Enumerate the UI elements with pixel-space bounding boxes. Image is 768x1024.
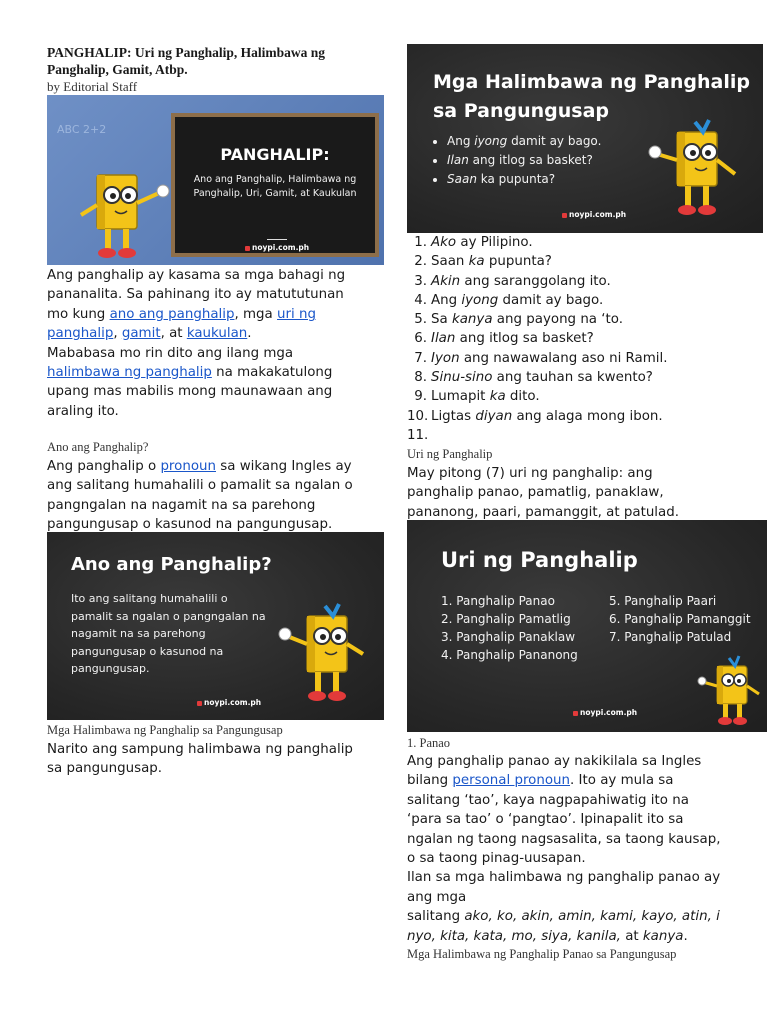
list-item: 4. Ang iyong damit ay bago. xyxy=(414,292,604,308)
list-item: 2. Saan ka pupunta? xyxy=(414,254,552,270)
list-item: 6. Ilan ang itlog sa basket? xyxy=(414,331,594,347)
heading-halimbawa-sa-pangungusap: Mga Halimbawa ng Panghalip sa Pangungusap xyxy=(47,723,283,737)
list-item: 5. Sa kanya ang payong na ‘to. xyxy=(414,312,623,328)
banner-halimbawa-sa-pangungusap xyxy=(407,44,763,233)
brand-logo: noypi.com.ph xyxy=(573,708,637,717)
banner-panghalip xyxy=(47,95,384,265)
list-item: 3. Akin ang saranggolang ito. xyxy=(414,273,611,289)
types-left-column xyxy=(441,592,578,664)
banner-title: Uri ng Panghalip xyxy=(441,548,638,572)
link-halimbawa-ng-panghalip[interactable]: halimbawa ng panghalip xyxy=(47,365,212,381)
banner-bullet: • Saan ka pupunta? xyxy=(447,170,601,189)
heading-halimbawa-panao: Mga Halimbawa ng Panghalip Panao sa Pangungusap xyxy=(407,947,677,961)
byline: by Editorial Staff xyxy=(47,79,138,94)
sentences-paragraph: Narito ang sampung halimbawa ng panghalip sa pangungusap. xyxy=(47,742,353,777)
uri-paragraph: May pitong (7) uri ng panghalip: ang panghalip panao, pamatlig, panaklaw, pananong, paari, pamanggit, at patulad. xyxy=(407,466,679,520)
banner-title: PANGHALIP: xyxy=(220,145,330,164)
banner-title: Ano ang Panghalip? xyxy=(71,554,272,575)
brand-logo: noypi.com.ph xyxy=(562,210,626,219)
article-title: PANGHALIP: Uri ng Panghalip, Halimbawa ng Panghalip, Gamit, Atbp. xyxy=(47,45,326,77)
mascot-icon xyxy=(647,118,747,226)
banner-ano-ang-panghalip xyxy=(47,532,384,720)
intro-paragraph: Ang panghalip ay kasama sa mga bahagi ng pananalita. Sa pahinang ito ay matututunan mo kung ano ang panghalip, mga uri ng panghalip, gamit, at kaukulan. Mababasa mo rin dito ang ilang mga halimbawa ng panghalip na makakatulong upang mas mabilis mong maunawaan ang araling ito. xyxy=(47,268,346,419)
type-item: 2. Panghalip Pamatlig xyxy=(441,612,571,626)
brand-logo: noypi.com.ph xyxy=(197,698,261,707)
list-item: 10. Ligtas diyan ang alaga mong ibon. xyxy=(407,408,663,424)
heading-uri-ng-panghalip: Uri ng Panghalip xyxy=(407,447,493,461)
mascot-icon xyxy=(277,598,377,710)
type-item: 7. Panghalip Patulad xyxy=(609,630,732,644)
heading-ano-ang-panghalip: Ano ang Panghalip? xyxy=(47,440,149,454)
divider xyxy=(267,239,287,240)
list-item: 8. Sinu-sino ang tauhan sa kwento? xyxy=(414,370,653,386)
types-right-column xyxy=(609,592,751,646)
banner-text: Ito ang salitang humahalili o pamalit sa ngalan o pangngalan na nagamit na sa parehong pangungusap o kasunod na pangungusap. xyxy=(71,592,266,675)
mascot-icon xyxy=(697,654,767,732)
banner-subtitle: Ano ang Panghalip, Halimbawa ng Panghalip, Uri, Gamit, at Kaukulan xyxy=(193,174,357,199)
banner-uri-ng-panghalip xyxy=(407,520,767,732)
banner-title: Mga Halimbawa ng Panghalip sa Pangungusap xyxy=(433,71,750,122)
list-item: 1. Ako ay Pilipino. xyxy=(414,235,533,250)
link-uri-ng-panghalip[interactable]: uri ng panghalip xyxy=(47,306,316,342)
link-gamit[interactable]: gamit xyxy=(121,326,161,342)
banner-bullets xyxy=(433,132,601,189)
link-pronoun[interactable]: pronoun xyxy=(160,459,216,474)
list-item: 7. Iyon ang nawawalang aso ni Ramil. xyxy=(414,350,668,366)
type-item: 3. Panghalip Panaklaw xyxy=(441,630,576,644)
heading-panao: 1. Panao xyxy=(407,736,451,750)
type-item: 4. Panghalip Pananong xyxy=(441,648,578,662)
type-item: 6. Panghalip Pamanggit xyxy=(609,612,751,626)
link-ano-ang-panghalip[interactable]: ano ang panghalip xyxy=(109,306,235,322)
banner-bullet: • Ilan ang itlog sa basket? xyxy=(447,151,601,170)
type-item: 1. Panghalip Panao xyxy=(441,594,555,608)
brand-logo: noypi.com.ph xyxy=(245,243,309,252)
ano-paragraph: Ang panghalip o pronoun sa wikang Ingles ay ang salitang humahalili o pamalit sa ngalan o pangngalan na nagamit na sa parehong pangungusap o kasunod na pangungusap. xyxy=(47,459,353,533)
banner-bullet: • Ang iyong damit ay bago. xyxy=(447,132,601,151)
panao-paragraph: Ang panghalip panao ay nakikilala sa Ingles bilang personal pronoun. Ito ay mula sa salitang ‘tao’, kaya nagpapahiwatig ito na ‘para sa tao’ o ‘pangtao’. Ipinapalit ito sa ngalan ng taong nagsasalita, sa taong kausap, o sa taong pinag-uusapan. Ilan sa mga halimbawa ng panghalip panao ay ang mga salitang ako, ko, akin, amin, kami, kayo, atin, i nyo, kita, kata, mo, siya, kanila, at kanya. xyxy=(407,754,721,944)
link-personal-pronoun[interactable]: personal pronoun xyxy=(452,773,571,789)
type-item: 5. Panghalip Paari xyxy=(609,594,717,608)
chalk-marks: ABC 2+2 xyxy=(57,123,107,136)
link-kaukulan[interactable]: kaukulan xyxy=(186,326,248,342)
list-item: 9. Lumapit ka dito. xyxy=(414,389,540,405)
mascot-icon xyxy=(67,163,177,265)
examples-list: 1. Ako ay Pilipino. 2. Saan ka pupunta? 3. Akin ang saranggolang ito. 4. Ang iyong damit ay bago. 5. Sa kanya ang payong na ‘to. 6. Ilan ang itlog sa basket? 7. Iyon ang nawawalang aso ni Ramil. 8. Sinu-sino ang tauhan sa kwento? 9. Lumapit ka dito. 10. Ligtas diyan ang alaga mong ibon. 11. xyxy=(407,233,757,426)
chalkboard xyxy=(171,113,379,257)
